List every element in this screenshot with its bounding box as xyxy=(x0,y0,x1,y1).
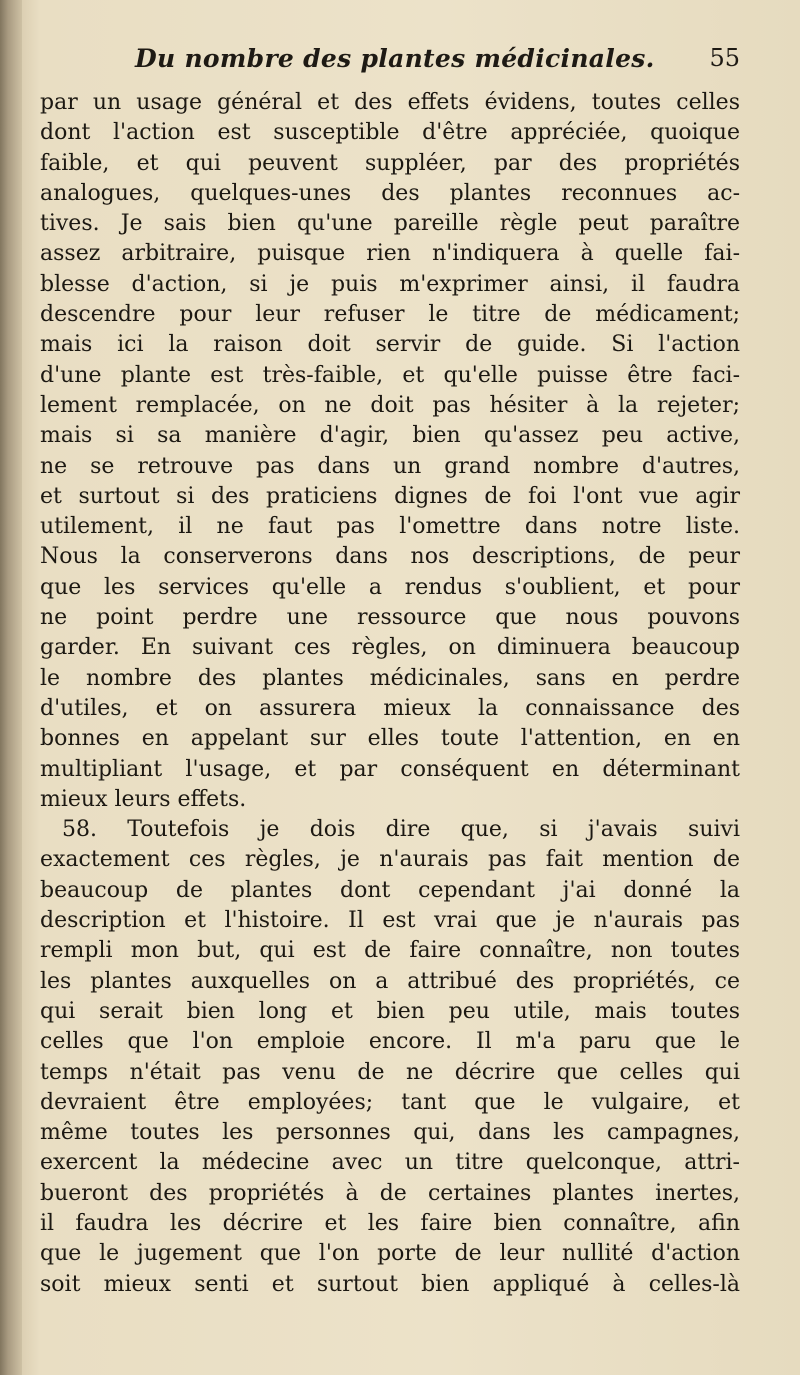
text-line: soit mieux senti et surtout bien appliqué à celles-là xyxy=(40,1271,740,1297)
text-line: mais ici la raison doit servir de guide. Si l'action xyxy=(40,332,740,358)
text-line: ne se retrouve pas dans un grand nombre d'autres, xyxy=(40,453,740,479)
text-line: faible, et qui peuvent suppléer, par des propriétés xyxy=(40,150,740,176)
text-line: même toutes les personnes qui, dans les campagnes, xyxy=(40,1120,740,1146)
paragraph-end-line: mieux leurs effets. xyxy=(40,786,247,812)
text-line: que le jugement que l'on porte de leur nullité d'action xyxy=(40,1241,740,1267)
text-line: que les services qu'elle a rendus s'oublient, et pour xyxy=(40,574,740,600)
text-line: devraient être employées; tant que le vulgaire, et xyxy=(40,1089,740,1115)
text-line: descendre pour leur refuser le titre de médicament; xyxy=(40,302,740,328)
text-line: par un usage général et des effets évidens, toutes celles xyxy=(40,90,740,115)
text-line: celles que l'on emploie encore. Il m'a paru que le xyxy=(40,1029,740,1055)
text-line: beaucoup de plantes dont cependant j'ai donné la xyxy=(40,877,740,903)
text-line: tives. Je sais bien qu'une pareille règle peut paraître xyxy=(40,211,740,237)
text-line: bonnes en appelant sur elles toute l'attention, en en xyxy=(40,726,740,752)
text-line: exercent la médecine avec un titre quelconque, attri- xyxy=(40,1150,740,1176)
text-line: lement remplacée, on ne doit pas hésiter à la rejeter; xyxy=(40,392,740,418)
text-line: le nombre des plantes médicinales, sans en perdre xyxy=(40,665,740,691)
text-line: les plantes auxquelles on a attribué des propriétés, ce xyxy=(40,968,740,994)
text-line: description et l'histoire. Il est vrai que je n'aurais pas xyxy=(40,908,740,934)
text-line: analogues, quelques-unes des plantes reconnues ac- xyxy=(40,180,740,206)
text-line: exactement ces règles, je n'aurais pas fait mention de xyxy=(40,847,740,873)
text-line: il faudra les décrire et les faire bien connaître, afin xyxy=(40,1210,740,1236)
text-line: bueront des propriétés à de certaines plantes inertes, xyxy=(40,1180,740,1206)
text-line: Nous la conserverons dans nos descriptions, de peur xyxy=(40,544,740,570)
page-binding-edge xyxy=(0,0,22,1375)
text-line: ne point perdre une ressource que nous pouvons xyxy=(40,605,740,631)
text-line: garder. En suivant ces règles, on diminuera beaucoup xyxy=(40,635,740,661)
text-line: multipliant l'usage, et par conséquent en déterminant xyxy=(40,756,740,782)
running-title: Du nombre des plantes médicinales. xyxy=(135,44,655,73)
text-line: assez arbitraire, puisque rien n'indiquera à quelle fai- xyxy=(40,241,740,267)
text-line: temps n'était pas venu de ne décrire que celles qui xyxy=(40,1059,740,1085)
text-line: d'utiles, et on assurera mieux la connaissance des xyxy=(40,695,740,721)
text-line: et surtout si des praticiens dignes de foi l'ont vue agir xyxy=(40,483,740,509)
text-line: d'une plante est très-faible, et qu'elle puisse être faci- xyxy=(40,362,740,388)
text-line: blesse d'action, si je puis m'exprimer ainsi, il faudra xyxy=(40,271,740,297)
running-head xyxy=(40,44,740,84)
page-number: 55 xyxy=(709,44,740,72)
paragraph-start-line: 58. Toutefois je dois dire que, si j'avais suivi xyxy=(62,817,740,843)
text-line: mais si sa manière d'agir, bien qu'assez peu active, xyxy=(40,423,740,449)
text-line: qui serait bien long et bien peu utile, mais toutes xyxy=(40,998,740,1024)
text-line: utilement, il ne faut pas l'omettre dans notre liste. xyxy=(40,514,740,540)
text-line: rempli mon but, qui est de faire connaître, non toutes xyxy=(40,938,740,964)
body-text xyxy=(40,88,740,1300)
text-line: dont l'action est susceptible d'être appréciée, quoique xyxy=(40,120,740,146)
